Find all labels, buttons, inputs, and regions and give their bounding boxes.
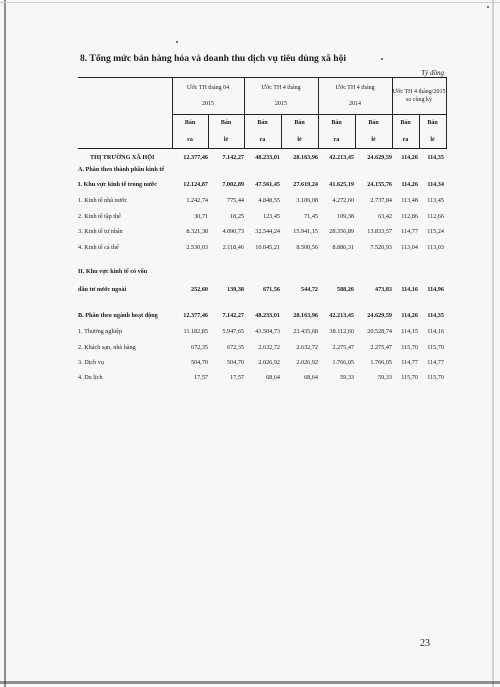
cell: 8.321,38 (186, 228, 208, 235)
header-ra-word: ra (259, 136, 266, 143)
row-label: A. Phân theo thành phần kinh tế (78, 166, 165, 173)
row-label: 1. Kinh tế nhà nước (78, 197, 128, 204)
row-label: 1. Thương nghiệp (78, 328, 123, 335)
row-label: 3. Kinh tế tư nhân (78, 228, 123, 235)
cell: 114,77 (401, 359, 418, 366)
table-row (78, 197, 446, 206)
scan-speck (487, 6, 489, 8)
cell: 115,24 (427, 228, 444, 235)
cell: 252,60 (190, 286, 208, 293)
cell: 71,45 (304, 213, 318, 220)
cell: 10.045,21 (255, 244, 280, 251)
cell: 671,56 (262, 286, 280, 293)
scan-speck (381, 58, 383, 60)
cell: 27.619,24 (293, 181, 318, 188)
cell: 48.233,01 (255, 312, 280, 319)
cell: 114,77 (401, 228, 418, 235)
header-le-word: lẻ (297, 136, 302, 143)
table-row (78, 154, 446, 163)
header-group-ratio: Ước TH 4 tháng/2015 so cùng kỳ (392, 78, 446, 115)
table-row (78, 181, 446, 190)
cell: 588,26 (336, 286, 354, 293)
cell: 113,03 (427, 244, 444, 251)
cell: 109,38 (336, 213, 354, 220)
cell: 114,26 (401, 154, 418, 161)
header-le-word: lẻ (430, 136, 435, 143)
header-ban-ra (172, 115, 208, 149)
cell: 672,35 (190, 344, 208, 351)
cell: 123,45 (262, 213, 280, 220)
row-label: 4. Du lịch (78, 374, 103, 381)
table-row (78, 244, 446, 253)
cell: 3.106,08 (296, 197, 318, 204)
cell: 775,44 (226, 197, 244, 204)
cell: 115,70 (401, 374, 418, 381)
cell: 113,48 (401, 197, 418, 204)
cell: 113,45 (427, 197, 444, 204)
cell: 7.142,27 (222, 312, 244, 319)
cell: 7.142,27 (222, 154, 244, 161)
row-label: 4. Kinh tế cá thể (78, 244, 119, 251)
section-title: 8. Tổng mức bán hàng hóa và doanh thu dịch vụ tiêu dùng xã hội (80, 53, 347, 64)
cell: 28.163,96 (293, 312, 318, 319)
cell: 28.356,89 (329, 228, 354, 235)
table-row (78, 312, 446, 321)
cell: 12.377,46 (183, 312, 208, 319)
header-ban-le (208, 115, 244, 149)
header-ra-word: ra (402, 136, 409, 143)
cell: 17,57 (194, 374, 208, 381)
table-row (78, 286, 446, 295)
cell: 1.766,05 (370, 359, 392, 366)
header-ban-word: Bán (400, 120, 411, 127)
scan-edge-top (0, 2, 500, 3)
cell: 2.530,03 (186, 244, 208, 251)
cell: 114,26 (401, 181, 418, 188)
cell: 4.848,55 (258, 197, 280, 204)
header-le-word: lẻ (371, 136, 376, 143)
table-row (78, 328, 446, 337)
table-row (78, 213, 446, 222)
row-label: 2. Khách sạn, nhà hàng (78, 344, 136, 351)
header-ban-le (419, 115, 446, 149)
row-label: B. Phân theo ngành hoạt động (78, 312, 158, 319)
scan-edge-bottom (0, 681, 500, 684)
cell: 2.275,47 (370, 344, 392, 351)
cell: 5.947,65 (222, 328, 244, 335)
cell: 8.500,56 (296, 244, 318, 251)
cell: 12.124,87 (183, 181, 208, 188)
cell: 13.833,57 (367, 228, 392, 235)
cell: 114,35 (427, 154, 444, 161)
header-group-4m-2014-label: Ước TH 4 tháng (335, 84, 375, 91)
cell: 2.275,47 (332, 344, 354, 351)
row-label: II. Khu vực kinh tế có vốn (78, 268, 148, 275)
header-ban-word: Bán (294, 120, 305, 127)
scan-edge-left (4, 0, 6, 687)
cell: 42.213,45 (329, 312, 354, 319)
header-ban-ra (392, 115, 419, 149)
cell: 115,70 (427, 344, 444, 351)
header-ban-word: Bán (184, 120, 196, 127)
header-ban-word: Bán (257, 120, 268, 127)
cell: 63,42 (378, 213, 392, 220)
unit-label: Tỷ đồng (421, 69, 444, 77)
cell: 17,57 (230, 374, 244, 381)
table-row (78, 374, 446, 383)
header-ban-word: Bán (368, 120, 379, 127)
cell: 42.213,45 (329, 154, 354, 161)
cell: 114,16 (401, 286, 418, 293)
cell: 114,15 (401, 328, 418, 335)
header-group-month-label: Ước TH tháng 04 (186, 84, 230, 91)
header-group-month-year: 2015 (202, 101, 214, 108)
cell: 7.520,93 (370, 244, 392, 251)
cell: 4.090,73 (222, 228, 244, 235)
cell: 2.632,72 (258, 344, 280, 351)
table-header (78, 77, 447, 149)
cell: 7.002,89 (222, 181, 244, 188)
cell: 114,16 (427, 328, 444, 335)
row-label: đầu tư nước ngoài (78, 286, 127, 293)
scan-speck (176, 41, 178, 43)
table-row (78, 166, 446, 175)
row-label: THỊ TRƯỜNG XÃ HỘI (90, 154, 155, 161)
cell: 18,25 (230, 213, 244, 220)
cell: 11.182,85 (183, 328, 208, 335)
header-group-4m-2015-label: Ước TH 4 tháng (261, 84, 301, 91)
cell: 2.026,92 (258, 359, 280, 366)
cell: 115,70 (427, 374, 444, 381)
header-ban-ra (244, 115, 281, 149)
cell: 28.163,96 (293, 154, 318, 161)
cell: 2.632,72 (296, 344, 318, 351)
header-group-4m-2015 (244, 78, 318, 115)
cell: 15.941,15 (293, 228, 318, 235)
cell: 32.544,24 (255, 228, 280, 235)
cell: 1.766,05 (332, 359, 354, 366)
header-ban-word: Bán (220, 120, 232, 127)
cell: 59,33 (340, 374, 354, 381)
cell: 38.112,60 (329, 328, 354, 335)
table-row (78, 268, 446, 277)
header-group-4m-2014-year: 2014 (349, 101, 361, 108)
cell: 112,86 (401, 213, 418, 220)
cell: 113,04 (401, 244, 418, 251)
cell: 114,96 (427, 286, 444, 293)
cell: 12.377,46 (183, 154, 208, 161)
cell: 473,83 (374, 286, 392, 293)
cell: 23.435,68 (293, 328, 318, 335)
table-row (78, 228, 446, 237)
cell: 504,70 (226, 359, 244, 366)
cell: 114,34 (427, 181, 444, 188)
cell: 4.272,60 (332, 197, 354, 204)
cell: 41.625,19 (329, 181, 354, 188)
cell: 114,26 (401, 312, 418, 319)
header-ban-word: Bán (427, 120, 438, 127)
cell: 68,64 (266, 374, 280, 381)
cell: 2.026,92 (296, 359, 318, 366)
table-row (78, 359, 446, 368)
cell: 2.737,84 (370, 197, 392, 204)
cell: 43.504,73 (255, 328, 280, 335)
row-label: I. Khu vực kinh tế trong nước (78, 181, 157, 188)
page-number: 23 (420, 638, 430, 649)
header-group-month (172, 78, 244, 115)
header-ban-le (281, 115, 318, 149)
cell: 114,77 (427, 359, 444, 366)
header-group-4m-2015-year: 2015 (275, 101, 287, 108)
cell: 24.155,76 (367, 181, 392, 188)
header-ra-word: ra (187, 136, 193, 143)
cell: 47.561,45 (255, 181, 280, 188)
cell: 8.886,31 (332, 244, 354, 251)
cell: 59,33 (378, 374, 392, 381)
header-blank-cell (78, 78, 172, 149)
cell: 544,72 (300, 286, 318, 293)
cell: 24.629,59 (367, 154, 392, 161)
header-ban-ra (318, 115, 355, 149)
cell: 504,70 (190, 359, 208, 366)
header-group-4m-2014 (318, 78, 392, 115)
table-row (78, 344, 446, 353)
cell: 1.242,74 (186, 197, 208, 204)
header-le-word: lẻ (223, 136, 229, 143)
header-ra-word: ra (333, 136, 340, 143)
cell: 672,35 (226, 344, 244, 351)
cell: 2.118,46 (222, 244, 244, 251)
cell: 112,66 (427, 213, 444, 220)
cell: 30,71 (194, 213, 208, 220)
cell: 68,64 (304, 374, 318, 381)
row-label: 2. Kinh tế tập thể (78, 213, 121, 220)
header-ban-word: Bán (331, 120, 342, 127)
scan-edge-right (492, 0, 494, 687)
cell: 20.528,74 (367, 328, 392, 335)
row-label: 3. Dịch vụ (78, 359, 104, 366)
cell: 114,35 (427, 312, 444, 319)
header-ban-le (355, 115, 392, 149)
cell: 115,70 (401, 344, 418, 351)
cell: 24.629,59 (367, 312, 392, 319)
cell: 139,38 (226, 286, 244, 293)
cell: 48.233,01 (255, 154, 280, 161)
